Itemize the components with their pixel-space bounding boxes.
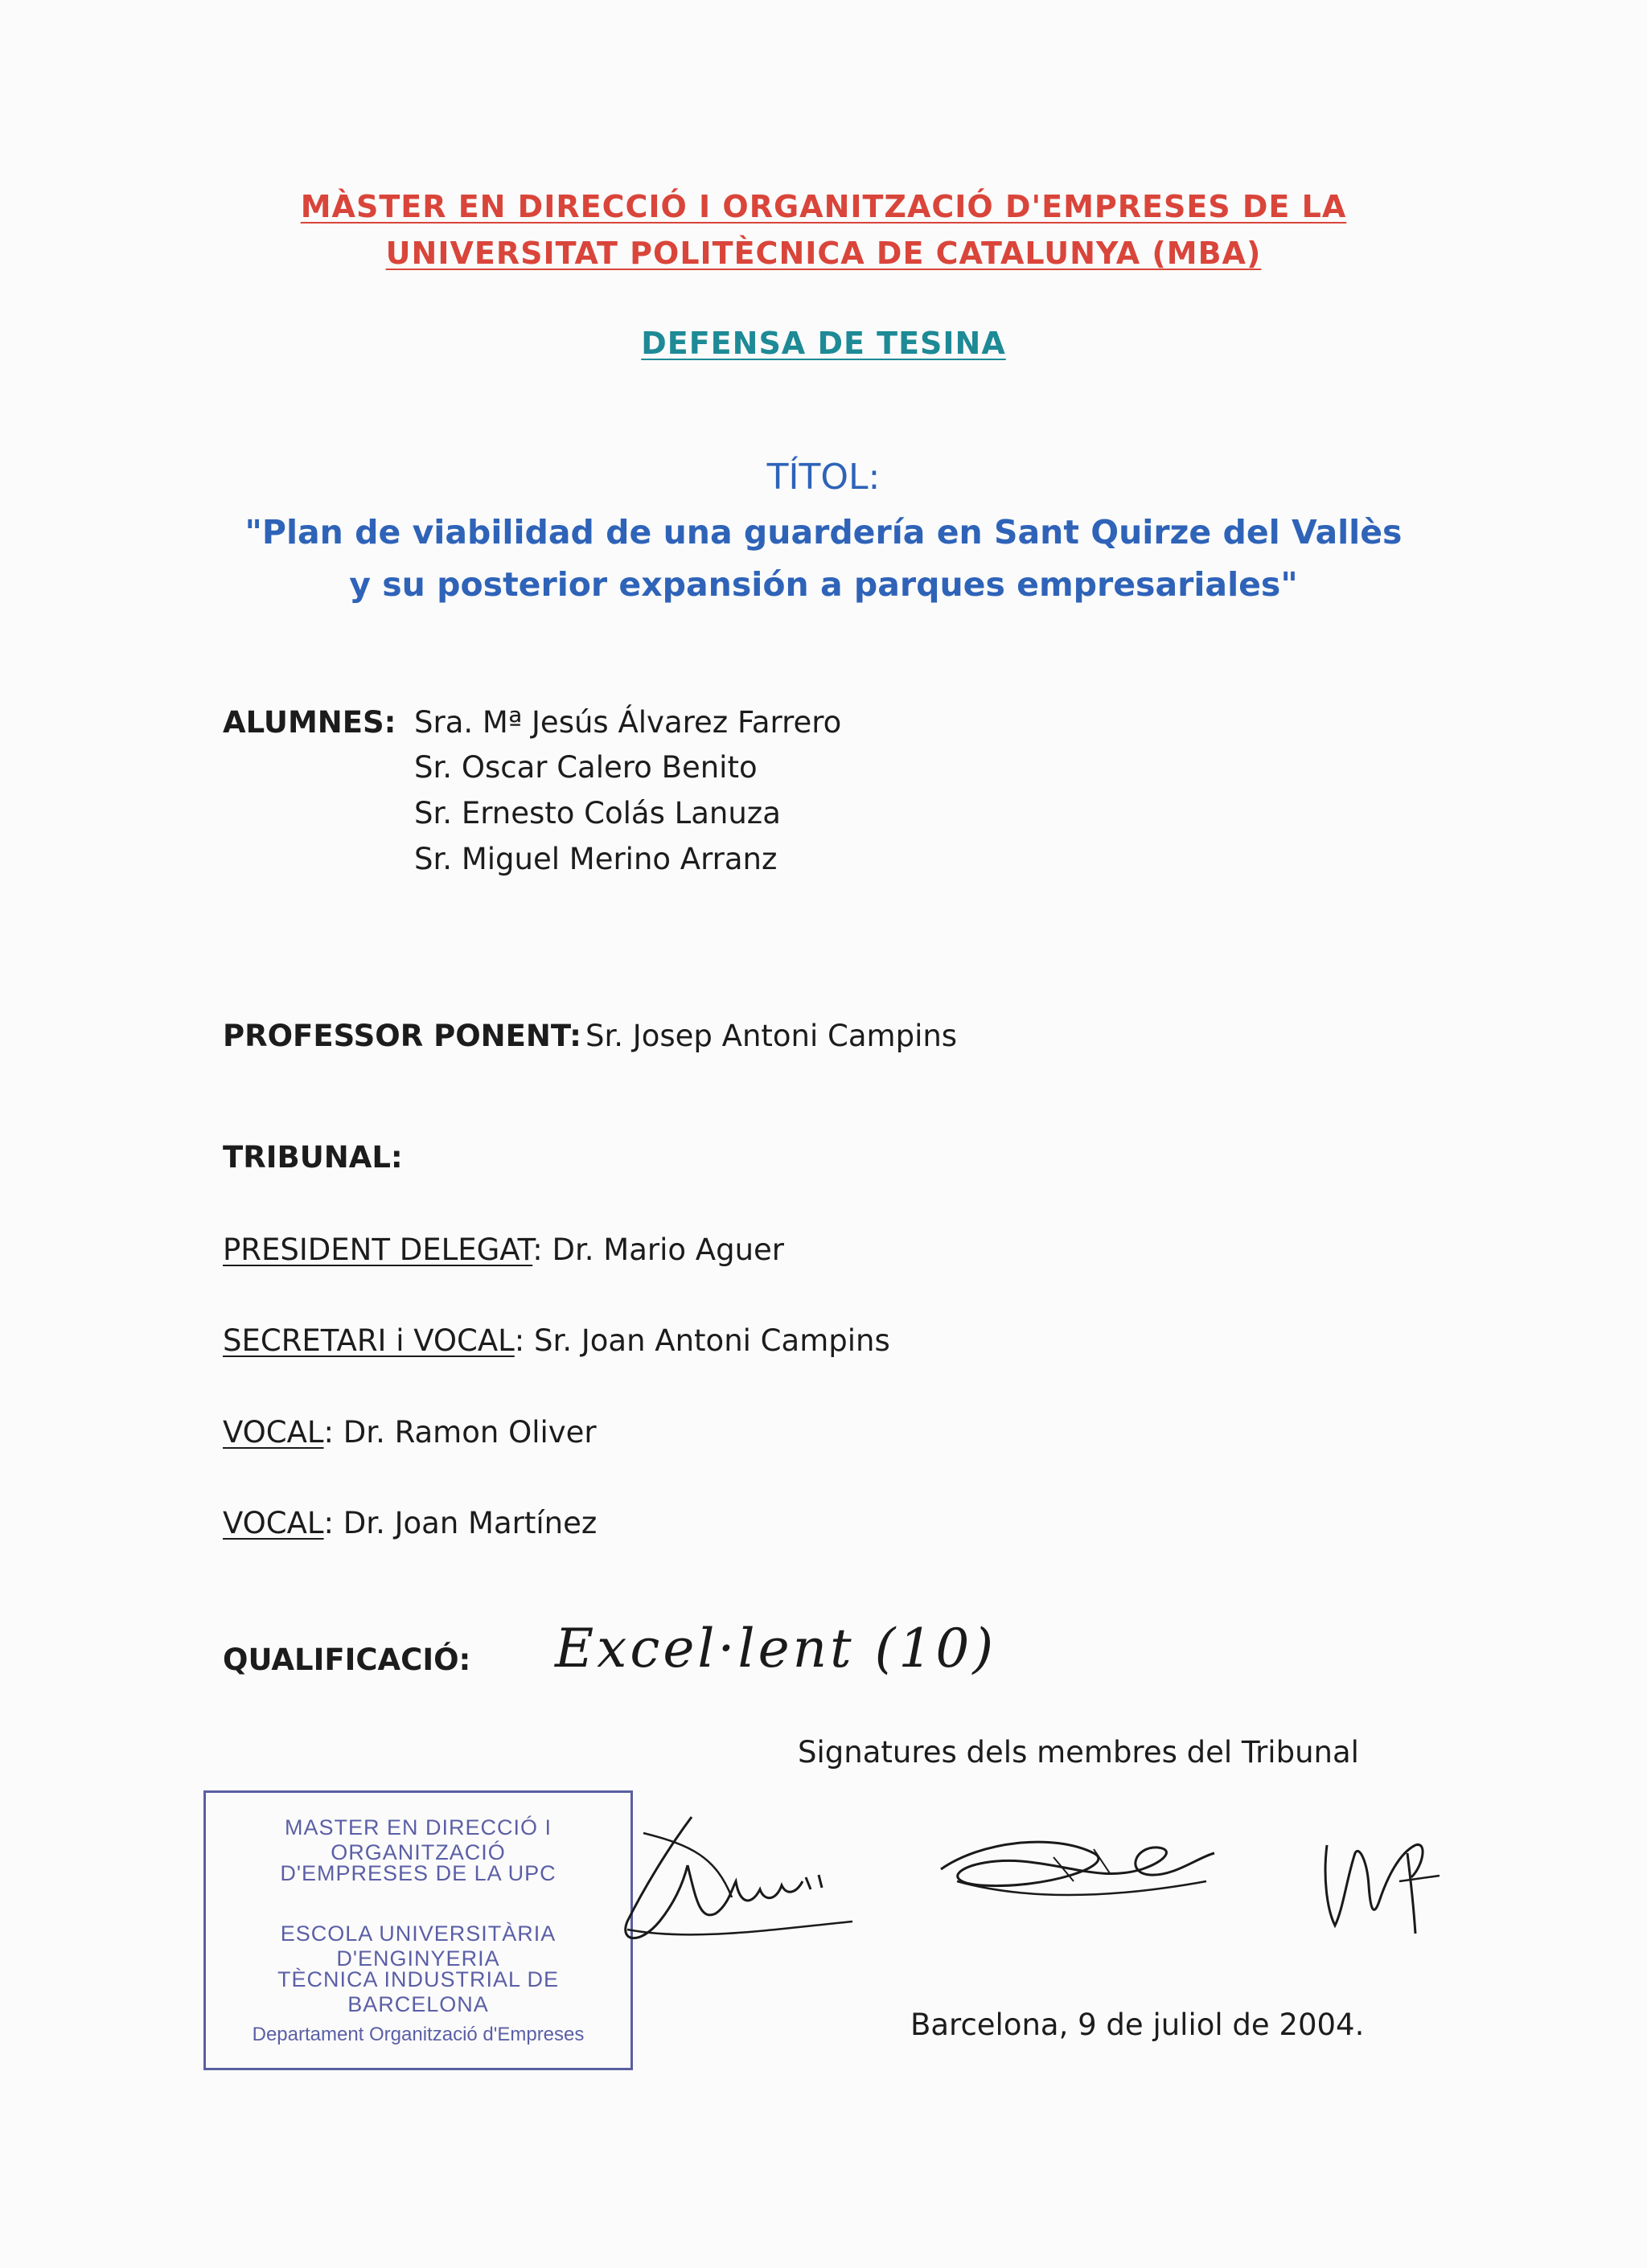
tribunal-member-row: SECRETARI i VOCAL: Sr. Joan Antoni Campins	[223, 1323, 890, 1358]
stamp-line: TÈCNICA INDUSTRIAL DE BARCELONA	[277, 1967, 560, 2016]
tribunal-role: VOCAL	[223, 1415, 324, 1450]
grade-handwritten: Excel·lent (10)	[555, 1618, 997, 1679]
tribunal-label: TRIBUNAL:	[223, 1140, 403, 1175]
stamp-line: Departament Organització d'Empreses	[252, 2024, 585, 2045]
thesis-title-line-2: y su posterior expansión a parques empresariales"	[349, 565, 1298, 604]
tribunal-member-name: Dr. Ramon Oliver	[343, 1415, 597, 1450]
stamp-line: D'EMPRESES DE LA UPC	[280, 1861, 557, 1885]
tribunal-role: PRESIDENT DELEGAT	[223, 1232, 533, 1267]
tribunal-member-name: Dr. Joan Martínez	[343, 1506, 598, 1540]
stamp-line: MASTER EN DIRECCIÓ I ORGANITZACIÓ	[284, 1815, 552, 1864]
student-name-1: Sra. Mª Jesús Álvarez Farrero	[414, 705, 842, 740]
student-name-2: Sr. Oscar Calero Benito	[414, 750, 758, 785]
advisor-name: Sr. Josep Antoni Campins	[585, 1019, 958, 1053]
title-label: TÍTOL:	[766, 457, 881, 498]
advisor-row	[223, 1019, 957, 1053]
tribunal-member-row: VOCAL: Dr. Ramon Oliver	[223, 1415, 597, 1450]
tribunal-member-name: Dr. Mario Aguer	[552, 1232, 784, 1267]
stamp-line: ESCOLA UNIVERSITÀRIA D'ENGINYERIA	[280, 1921, 557, 1971]
tribunal-member-row: PRESIDENT DELEGAT: Dr. Mario Aguer	[223, 1232, 784, 1267]
place-date: Barcelona, 9 de juliol de 2004.	[910, 2008, 1365, 2042]
signature-1-icon	[595, 1801, 869, 1962]
student-name-3: Sr. Ernesto Colás Lanuza	[414, 796, 781, 831]
advisor-label: PROFESSOR PONENT:	[223, 1019, 581, 1053]
signatures-caption: Signatures dels membres del Tribunal	[798, 1735, 1359, 1770]
event-title: DEFENSA DE TESINA	[641, 326, 1006, 361]
grade-label: QUALIFICACIÓ:	[223, 1643, 471, 1677]
tribunal-member-name: Sr. Joan Antoni Campins	[534, 1323, 890, 1358]
signature-2-icon	[933, 1825, 1222, 1913]
thesis-title-line-1: "Plan de viabilidad de una guardería en Sant Quirze del Vallès	[244, 513, 1403, 552]
program-title-line-2: UNIVERSITAT POLITÈCNICA DE CATALUNYA (MBA)	[385, 236, 1262, 271]
department-stamp	[203, 1790, 633, 2070]
program-title-line-1: MÀSTER EN DIRECCIÓ I ORGANITZACIÓ D'EMPRESES DE LA	[300, 189, 1347, 224]
tribunal-role: SECRETARI i VOCAL	[223, 1323, 515, 1358]
student-name-4: Sr. Miguel Merino Arranz	[414, 842, 778, 876]
tribunal-role: VOCAL	[223, 1506, 324, 1540]
signature-3-icon	[1311, 1821, 1456, 1942]
students-label: ALUMNES:	[223, 705, 396, 740]
tribunal-member-row: VOCAL: Dr. Joan Martínez	[223, 1506, 598, 1540]
